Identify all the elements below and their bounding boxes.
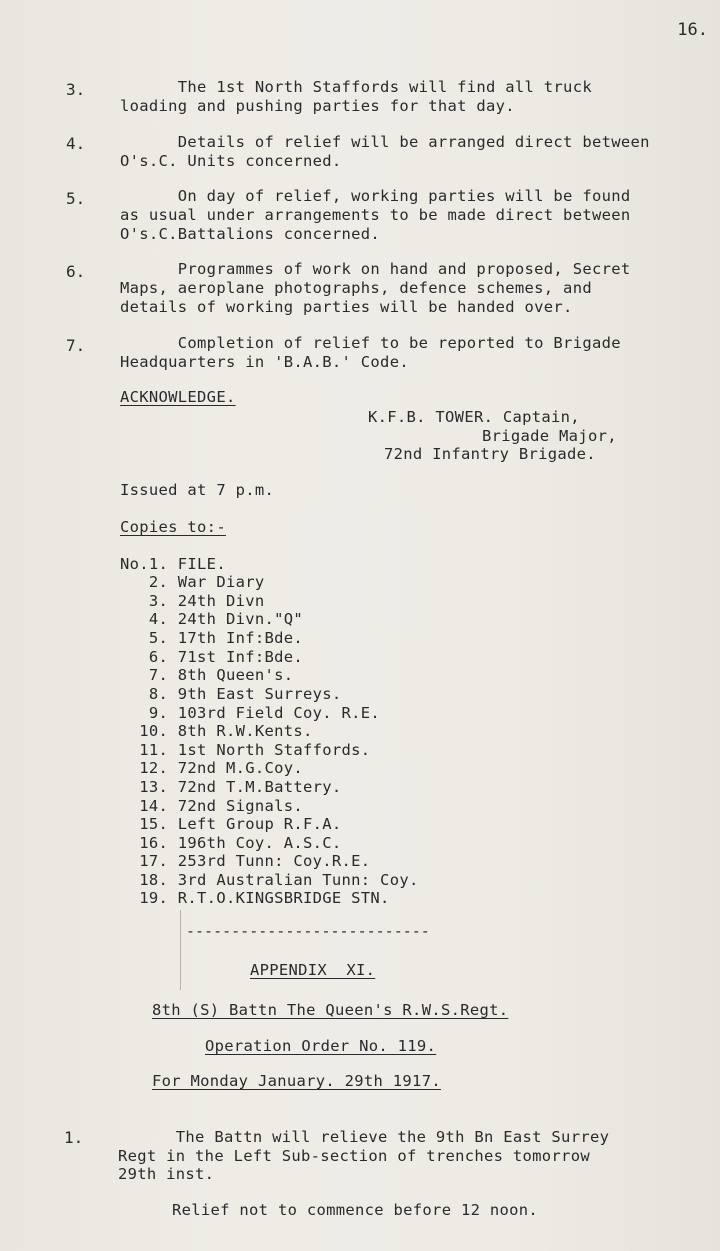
separator-line: --------------------------- [186,922,430,940]
appendix-title: APPENDIX XI. [250,961,376,979]
paragraph-line: On day of relief, working parties will be found [120,187,631,205]
margin-rule [180,910,181,990]
list-item: 3. 24th Divn [120,592,265,610]
list-item: 4. 24th Divn."Q" [120,610,304,628]
list-item: 16. 196th Coy. A.S.C. [120,834,342,852]
paragraph-line: loading and pushing parties for that day. [120,97,515,115]
signature-line: Brigade Major, [482,427,617,445]
closing-line: Relief not to commence before 12 noon. [172,1201,539,1219]
paragraph-number: 7. [66,336,86,355]
list-item: 5. 17th Inf:Bde. [120,629,304,647]
list-item: 2. War Diary [120,573,265,591]
list-item: 15. Left Group R.F.A. [120,815,342,833]
appendix-unit: 8th (S) Battn The Queen's R.W.S.Regt. [152,1001,509,1019]
list-item: 7. 8th Queen's. [120,666,294,684]
list-item: 17. 253rd Tunn: Coy.R.E. [120,852,371,870]
paragraph-line: Programmes of work on hand and proposed, Secret [120,260,631,278]
paragraph-number: 4. [66,134,86,153]
paragraph-line: Completion of relief to be reported to Brigade [120,334,621,352]
list-item: 9. 103rd Field Coy. R.E. [120,704,381,722]
list-item: 10. 8th R.W.Kents. [120,722,313,740]
signature-line: K.F.B. TOWER. Captain, [368,408,580,426]
operation-order-date: For Monday January. 29th 1917. [152,1072,441,1090]
issued-time: Issued at 7 p.m. [120,481,275,499]
list-item: 6. 71st Inf:Bde. [120,648,304,666]
list-item: 12. 72nd M.G.Coy. [120,759,304,777]
paragraph-line: Regt in the Left Sub-section of trenches tomorrow [118,1147,590,1165]
paragraph-line: Maps, aeroplane photographs, defence schemes, and [120,279,592,297]
paragraph-line: The Battn will relieve the 9th Bn East Surrey [118,1128,610,1146]
paragraph-line: details of working parties will be handed over. [120,298,573,316]
paragraph-line: The 1st North Staffords will find all truck [120,78,592,96]
paragraph-line: 29th inst. [118,1165,215,1183]
list-item: 14. 72nd Signals. [120,797,304,815]
list-item: 8. 9th East Surreys. [120,685,342,703]
paragraph-line: Headquarters in 'B.A.B.' Code. [120,353,409,371]
copies-heading: Copies to:- [120,518,226,536]
paragraph-number: 1. [64,1128,84,1147]
list-item: 11. 1st North Staffords. [120,741,371,759]
paragraph-line: O's.C. Units concerned. [120,152,342,170]
list-item: 19. R.T.O.KINGSBRIDGE STN. [120,889,390,907]
paragraph-number: 6. [66,262,86,281]
paragraph-number: 3. [66,80,86,99]
page-number: 16. [677,20,708,40]
list-item: 13. 72nd T.M.Battery. [120,778,342,796]
paragraph-line: Details of relief will be arranged direct between [120,133,650,151]
signature-line: 72nd Infantry Brigade. [384,445,596,463]
paragraph-line: as usual under arrangements to be made direct between [120,206,631,224]
list-item: No.1. FILE. [120,555,226,573]
list-item: 18. 3rd Australian Tunn: Coy. [120,871,419,889]
acknowledge-heading: ACKNOWLEDGE. [120,388,236,406]
paragraph-number: 5. [66,189,86,208]
paragraph-line: O's.C.Battalions concerned. [120,225,381,243]
operation-order-title: Operation Order No. 119. [205,1037,437,1055]
